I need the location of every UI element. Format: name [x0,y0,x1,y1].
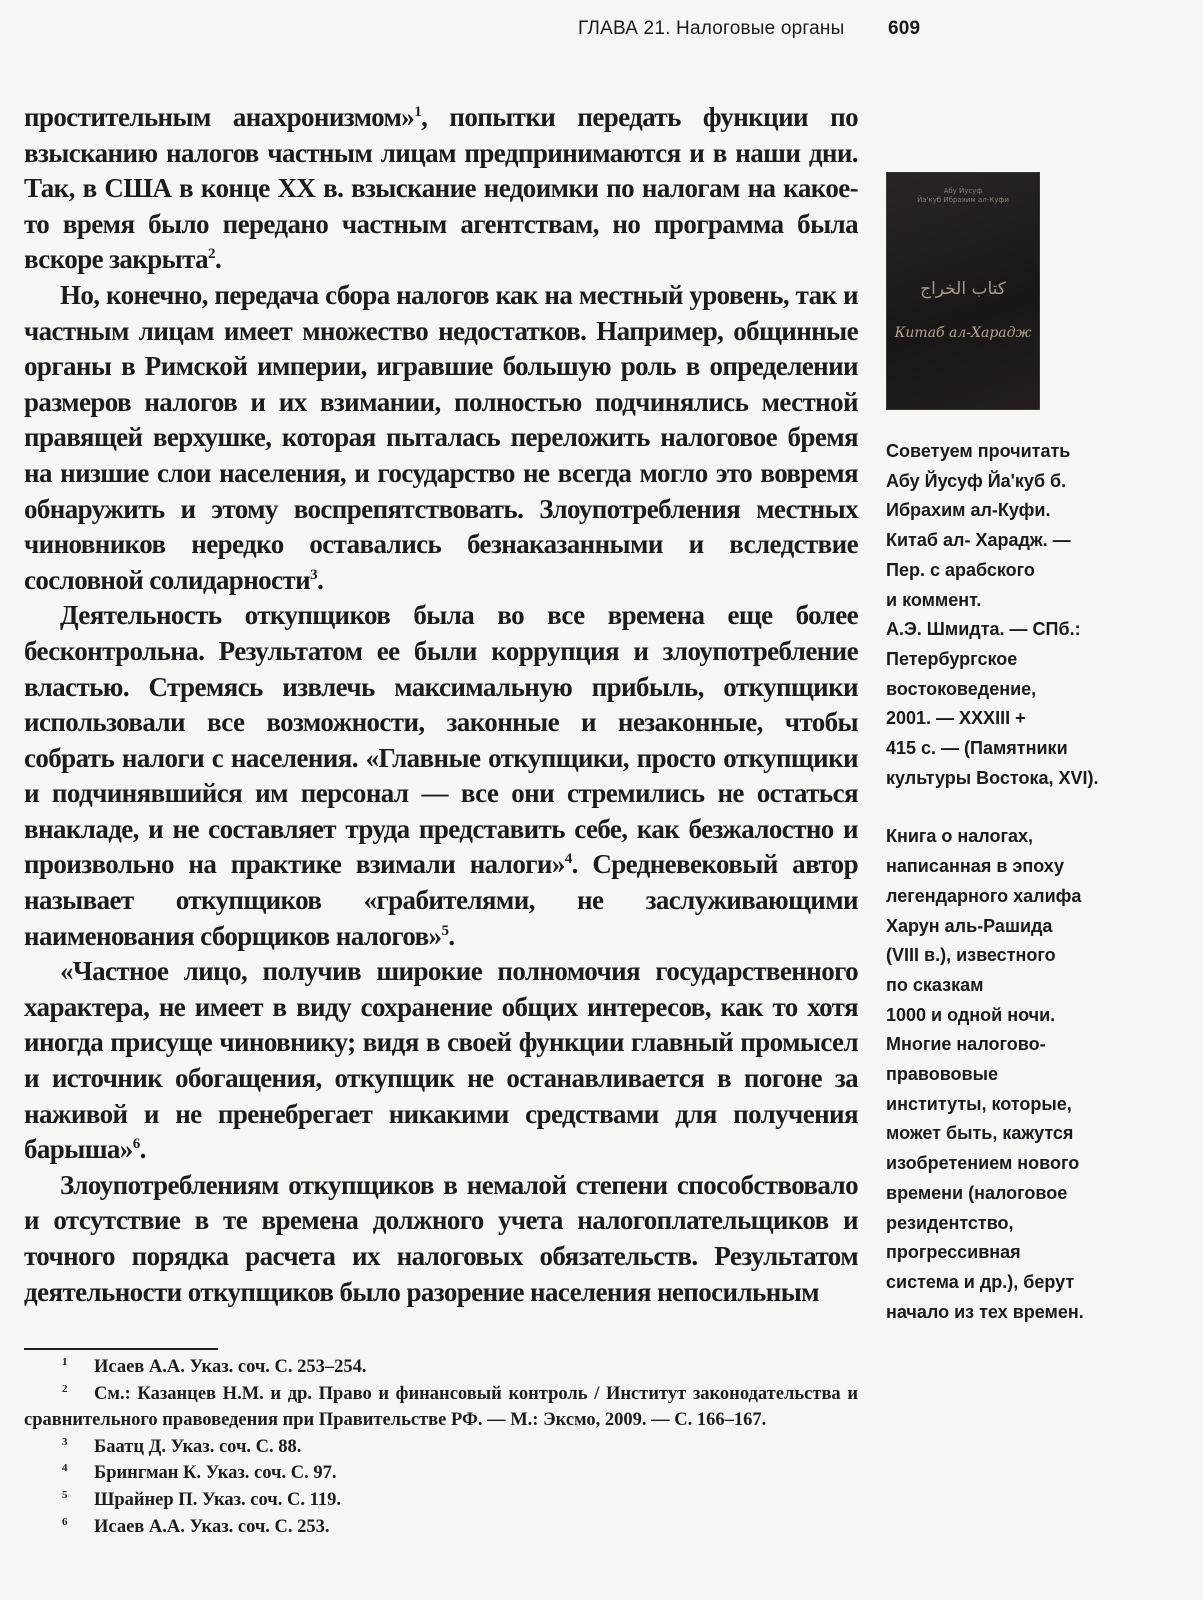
footnote-ref[interactable]: 3 [310,566,317,583]
paragraph-text: Деятельность откупщиков была во все времена еще более бесконтрольна. Результатом ее были коррупция и злоупотребление властью. Стремясь извлечь максимальную прибыль, откупщики использовали все возможности, законные и незаконные, чтобы собрать налоги с населения. «Главные откупщики, просто откупщики и подчинявшийся им персонал — все они стремились не остаться внакладе, и не составляет труда представить себе, как безжалостно и произвольно на практике взимали налоги» [24,600,858,880]
paragraph-text: «Частное лицо, получив широкие полномочия государственного характера, не имеет в виду сохранение общих интересов, как то хотя иногда присуще чиновнику; видя в своей функции главный промысел и источник обогащения, откупщик не останавливается в погоне за наживой и не пренебрегает никакими средствами для получения барыша» [24,956,858,1165]
paragraph-1 [24,100,858,278]
book-cover-image [886,172,1040,410]
footnotes [24,1354,858,1540]
paragraph-text: . [316,564,324,595]
page-number: 609 [888,18,921,39]
paragraph-text: Но, конечно, передача сбора налогов как на местный уровень, так и частным лицам имеет множество недостатков. Например, общинные органы в Римской империи, игравшие большую роль в определении размеров налогов и их взимании, полностью подчинялись местной правящей верхушке, которая пыталась переложить налоговое бремя на низшие слои населения, и государство не всегда могло это вовремя обнаружить и этому воспрепятствовать. Злоупотребления местных чиновников нередко оставались безнаказанными и вследствие сословной солидарности [24,279,858,595]
footnote-number: 2 [62,1382,68,1395]
footnote-ref[interactable]: 4 [564,851,572,868]
footnote-divider [24,1348,218,1350]
paragraph-4 [24,954,858,1168]
footnote-number: 5 [62,1488,68,1501]
footnote [24,1434,858,1461]
paragraph-text: . [139,1134,146,1165]
footnote-ref[interactable]: 5 [441,922,449,939]
paragraph-text: Злоупотреблениям откупщиков в немалой степени способствовало и отсутствие в те времена должного учета налогоплательщиков и точного порядка расчета их налоговых обязательств. Результатом деятельности откупщиков было разорение населения непосильным [24,1169,858,1307]
footnote [24,1514,858,1541]
footnote-text: Брингман К. Указ. соч. С. 97. [94,1463,337,1484]
paragraph-2 [24,278,858,598]
running-head [578,18,921,40]
paragraph-3 [24,598,858,954]
cover-author [887,187,1039,205]
cover-arabic-title: كتاب الخراج [920,279,1006,299]
footnote [24,1460,858,1487]
book-description: Книга о налогах, написанная в эпоху легендарного халифа Харун аль-Рашида (VIII в.), известного по сказкам 1000 и одной ночи. Многие налогово- правововые институты, которые, может быть, кажутся изобретением нового времени (налоговое резидентство, прогрессивная система и др.), берут начало из тех времен. [886,826,1084,1322]
footnote-number: 4 [62,1462,68,1475]
footnote-number: 3 [62,1435,68,1448]
recommendation-text: Советуем прочитать Абу Йусуф Йа'куб б. Ибрахим ал-Куфи. Китаб ал- Харадж. — Пер. с арабского и коммент. А.Э. Шмидта. — СПб.: Петербургское востоковедение, 2001. — XXXIII + 415 с. — (Памятники культуры Востока, XVI). [886,441,1099,788]
footnote [24,1381,858,1434]
footnote-ref[interactable]: 2 [208,246,215,263]
footnote-ref[interactable]: 1 [414,104,422,120]
footnote-text: Баатц Д. Указ. соч. С. 88. [94,1436,302,1457]
footnote-text: Исаев А.А. Указ. соч. С. 253. [94,1516,330,1537]
footnote-text: Шрайнер П. Указ. соч. С. 119. [94,1489,341,1510]
footnote-ref[interactable]: 6 [132,1136,140,1153]
chapter-title: ГЛАВА 21. Налоговые органы [578,18,845,39]
paragraph-text: . Средневековый автор называет откупщиков «грабителями, не заслуживающими наименования сборщиков налогов» [24,849,858,951]
cover-author-line: Абу Йусуф [943,187,983,195]
main-text [24,100,858,1310]
footnote-text: Исаев А.А. Указ. соч. С. 253–254. [94,1357,367,1377]
footnote [24,1354,858,1381]
cover-title: Китаб ал-Харадж [894,325,1032,341]
cover-author-line: Йа'куб Ибрахим ал-Куфи [917,196,1009,204]
footnote-text: См.: Казанцев Н.М. и др. Право и финансовый контроль / Институт законодательства и сравнительного правоведения при Правительстве РФ. — М.: Эксмо, 2009. — С. 166–167. [24,1383,858,1431]
paragraph-5 [24,1168,858,1310]
paragraph-text: . [214,244,222,275]
paragraph-text: простительным анахронизмом» [24,102,415,132]
footnote [24,1487,858,1514]
footnote-number: 6 [62,1515,68,1528]
paragraph-text: , попытки передать функции по взысканию налогов частным лицам предпринимаются и в наши дни. Так, в США в конце XX в. взыскание недоимки по налогам на какое-то время было передано частным агентствам, но программа была вскоре закрыта [24,102,858,275]
sidebar-note [886,437,1186,1327]
paragraph-text: . [448,920,455,951]
footnote-number: 1 [62,1356,68,1368]
